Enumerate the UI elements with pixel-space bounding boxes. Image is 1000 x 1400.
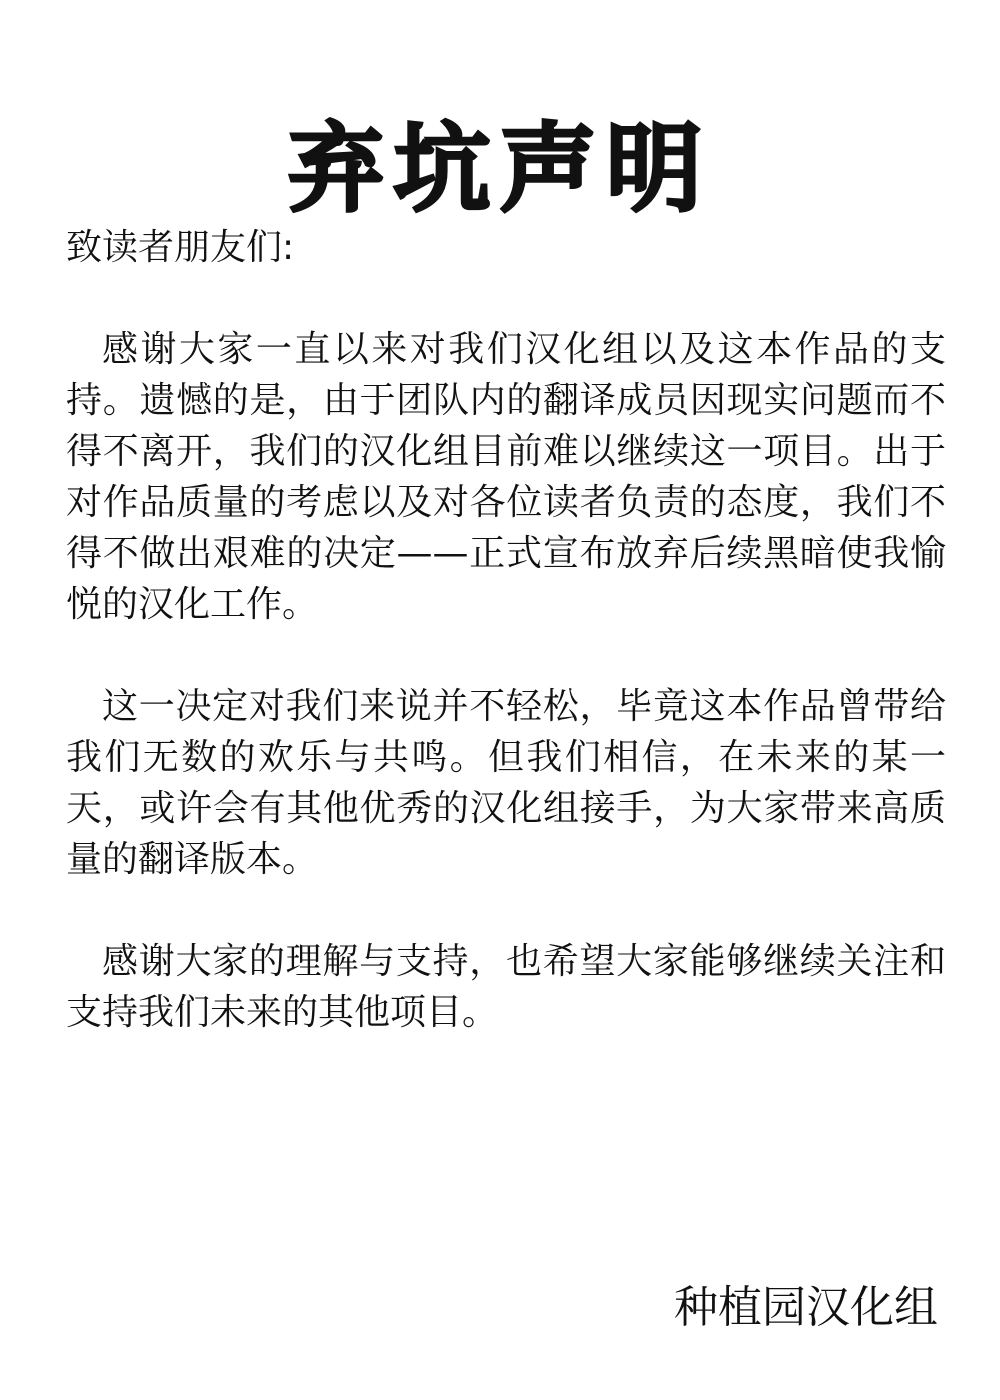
signature: 种植园汉化组	[674, 1282, 938, 1333]
paragraph-3: 感谢大家的理解与支持，也希望大家能够继续关注和支持我们未来的其他项目。	[66, 941, 946, 1033]
page-title: 弃坑声明	[288, 113, 712, 226]
paragraph-2: 这一决定对我们来说并不轻松，毕竟这本作品曾带给我们无数的欢乐与共鸣。但我们相信，在未来的某一天，或许会有其他优秀的汉化组接手，为大家带来高质量的翻译版本。	[66, 686, 946, 880]
salutation: 致读者朋友们:	[66, 227, 295, 268]
paragraph-1: 感谢大家一直以来对我们汉化组以及这本作品的支持。遗憾的是，由于团队内的翻译成员因现实问题而不得不离开，我们的汉化组目前难以继续这一项目。出于对作品质量的考虑以及对各位读者负责的态度，我们不得不做出艰难的决定——正式宣布放弃后续黑暗使我愉悦的汉化工作。	[66, 329, 946, 625]
statement-body	[66, 222, 946, 1089]
